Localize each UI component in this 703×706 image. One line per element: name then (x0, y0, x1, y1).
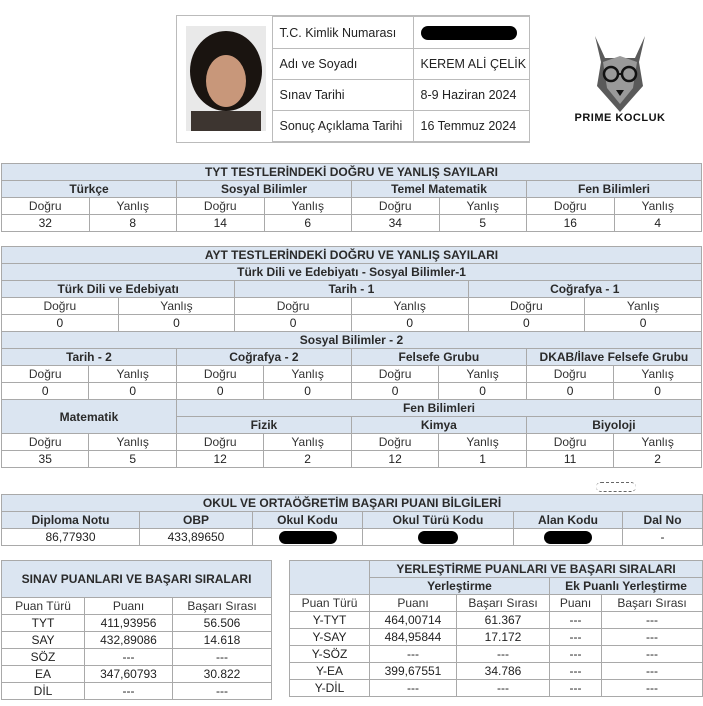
tyt-subject: Fen Bilimleri (527, 181, 702, 198)
col-dogru: Doğru (2, 366, 89, 383)
logo-text: PRIME KOCLUK (574, 112, 666, 124)
basari-sirasi: --- (173, 683, 272, 700)
col-yanlis: Yanlış (264, 434, 351, 451)
ek-basari-sirasi: --- (602, 646, 703, 663)
basari-sirasi: 34.786 (457, 663, 550, 680)
col-dogru: Doğru (352, 198, 440, 215)
obp-header: Diploma Notu (2, 512, 140, 529)
tyt-value: 32 (2, 215, 90, 232)
tyt-table (1, 163, 702, 232)
ayt-subject: Kimya (351, 417, 526, 434)
ayt-value: 0 (2, 383, 89, 400)
sinav-title: SINAV PUANLARI VE BAŞARI SIRALARI (2, 561, 272, 598)
obp-header: Alan Kodu (514, 512, 623, 529)
obp-title: OKUL VE ORTAÖĞRETİM BAŞARI PUANI BİLGİLERİ (2, 495, 703, 512)
ayt-fen-label: Fen Bilimleri (176, 400, 701, 417)
tyt-title: TYT TESTLERİNDEKİ DOĞRU VE YANLIŞ SAYILARI (2, 164, 702, 181)
ayt-subject: Türk Dili ve Edebiyatı (2, 281, 235, 298)
ayt-subject: Coğrafya - 1 (468, 281, 702, 298)
redacted-okul-kodu (279, 531, 337, 544)
ayt-value: 0 (526, 383, 613, 400)
ayt-value: 0 (468, 315, 585, 332)
sinav-table (1, 560, 272, 700)
puan: 347,60793 (85, 666, 173, 683)
col-dogru: Doğru (468, 298, 585, 315)
puan-turu: EA (2, 666, 85, 683)
result-date-label: Sonuç Açıklama Tarihi (272, 111, 413, 142)
ayt-value: 0 (585, 315, 702, 332)
identity-card (176, 15, 530, 143)
ek-basari-sirasi: --- (602, 629, 703, 646)
basari-sirasi: 14.618 (173, 632, 272, 649)
puan-turu: SÖZ (2, 649, 85, 666)
tyt-value: 6 (264, 215, 352, 232)
puan: --- (85, 683, 173, 700)
col-dogru: Doğru (2, 198, 90, 215)
col-dogru: Doğru (176, 434, 263, 451)
id-label: T.C. Kimlik Numarası (272, 17, 413, 49)
exam-date-label: Sınav Tarihi (272, 80, 413, 111)
col-yanlis: Yanlış (264, 366, 351, 383)
sinav-header: Puanı (85, 598, 173, 615)
ayt-group1: Türk Dili ve Edebiyatı - Sosyal Bilimler-1 (2, 264, 702, 281)
sinav-header: Başarı Sırası (173, 598, 272, 615)
puan-turu: Y-DİL (290, 680, 370, 697)
puan-turu: Y-EA (290, 663, 370, 680)
basari-sirasi: 17.172 (457, 629, 550, 646)
exam-date-value: 8-9 Haziran 2024 (413, 80, 529, 111)
ek-puan: --- (550, 680, 602, 697)
col-dogru: Doğru (2, 298, 119, 315)
puan: 399,67551 (370, 663, 457, 680)
basari-sirasi: 30.822 (173, 666, 272, 683)
obp-header: Dal No (623, 512, 703, 529)
puan-turu: Y-SAY (290, 629, 370, 646)
obp-value: 433,89650 (140, 529, 253, 546)
ayt-value: 1 (439, 451, 526, 468)
ek-basari-sirasi: --- (602, 612, 703, 629)
ek-puan: --- (550, 646, 602, 663)
ayt-subject: Tarih - 1 (235, 281, 468, 298)
ayt-value: 0 (2, 315, 119, 332)
col-yanlis: Yanlış (89, 366, 176, 383)
ayt-value: 0 (439, 383, 526, 400)
basari-sirasi: --- (457, 680, 550, 697)
ayt-value: 0 (176, 383, 263, 400)
ayt-value: 0 (351, 315, 468, 332)
ayt-value: 0 (89, 383, 176, 400)
col-dogru: Doğru (176, 366, 263, 383)
ek-puan: --- (550, 663, 602, 680)
ayt-value: 2 (264, 451, 351, 468)
tyt-subject: Sosyal Bilimler (177, 181, 352, 198)
ayt-subject: Biyoloji (526, 417, 701, 434)
ayt-value: 12 (351, 451, 438, 468)
yer-header: Puan Türü (290, 595, 370, 612)
result-date-value: 16 Temmuz 2024 (413, 111, 529, 142)
ek-puan: --- (550, 612, 602, 629)
basari-sirasi: 56.506 (173, 615, 272, 632)
obp-header: Okul Kodu (253, 512, 363, 529)
puan: 411,93956 (85, 615, 173, 632)
ayt-subject: Felsefe Grubu (351, 349, 526, 366)
puan: --- (370, 646, 457, 663)
col-yanlis: Yanlış (614, 366, 702, 383)
puan-turu: SAY (2, 632, 85, 649)
col-yanlis: Yanlış (89, 434, 176, 451)
yerlestirme-table (289, 560, 703, 697)
tyt-value: 8 (89, 215, 177, 232)
yerlestirme-title: YERLEŞTİRME PUANLARI VE BAŞARI SIRALARI (370, 561, 703, 578)
tyt-subject: Temel Matematik (352, 181, 527, 198)
puan-turu: Y-TYT (290, 612, 370, 629)
puan-turu: TYT (2, 615, 85, 632)
ayt-value: 11 (526, 451, 613, 468)
ayt-value: 5 (89, 451, 176, 468)
col-yanlis: Yanlış (585, 298, 702, 315)
ayt-math-label: Matematik (2, 400, 177, 434)
ayt-group2: Sosyal Bilimler - 2 (2, 332, 702, 349)
obp-header: Okul Türü Kodu (363, 512, 514, 529)
col-yanlis: Yanlış (614, 198, 702, 215)
col-dogru: Doğru (526, 434, 613, 451)
yer-header: Puanı (370, 595, 457, 612)
tyt-subject: Türkçe (2, 181, 177, 198)
puan: --- (370, 680, 457, 697)
ek-puan: --- (550, 629, 602, 646)
ayt-value: 0 (264, 383, 351, 400)
yerlestirme-blank (290, 561, 370, 595)
col-yanlis: Yanlış (264, 198, 352, 215)
ek-basari-sirasi: --- (602, 680, 703, 697)
okul-turu-kodu (363, 529, 514, 546)
ayt-subject: Fizik (176, 417, 351, 434)
col-dogru: Doğru (351, 434, 438, 451)
tyt-value: 16 (527, 215, 615, 232)
col-yanlis: Yanlış (614, 434, 702, 451)
diploma-notu: 86,77930 (2, 529, 140, 546)
dal-no: - (623, 529, 703, 546)
ek-basari-sirasi: --- (602, 663, 703, 680)
yer-header: Başarı Sırası (602, 595, 703, 612)
puan: 484,95844 (370, 629, 457, 646)
col-dogru: Doğru (526, 366, 613, 383)
ayt-table (1, 246, 702, 468)
ayt-value: 2 (614, 451, 702, 468)
puan-turu: Y-SÖZ (290, 646, 370, 663)
col-yanlis: Yanlış (89, 198, 177, 215)
basari-sirasi: --- (457, 646, 550, 663)
ayt-value: 0 (118, 315, 235, 332)
tyt-value: 5 (439, 215, 527, 232)
yer-header: Puanı (550, 595, 602, 612)
id-value (413, 17, 529, 49)
name-value: KEREM ALİ ÇELİK (413, 49, 529, 80)
ayt-value: 0 (614, 383, 702, 400)
tyt-value: 14 (177, 215, 265, 232)
dashed-mark (596, 482, 636, 492)
col-yanlis: Yanlış (439, 366, 526, 383)
name-label: Adı ve Soyadı (272, 49, 413, 80)
puan: 464,00714 (370, 612, 457, 629)
okul-kodu (253, 529, 363, 546)
alan-kodu (514, 529, 623, 546)
ayt-title: AYT TESTLERİNDEKİ DOĞRU VE YANLIŞ SAYILARI (2, 247, 702, 264)
ayt-value: 12 (176, 451, 263, 468)
col-yanlis: Yanlış (439, 198, 527, 215)
col-dogru: Doğru (235, 298, 352, 315)
ayt-subject: Tarih - 2 (2, 349, 177, 366)
puan-turu: DİL (2, 683, 85, 700)
ayt-subject: Coğrafya - 2 (176, 349, 351, 366)
puan: 432,89086 (85, 632, 173, 649)
yerlestirme-sub: Yerleştirme (370, 578, 550, 595)
redacted-alan-kodu (544, 531, 592, 544)
ayt-value: 0 (235, 315, 352, 332)
prime-kocluk-logo (573, 28, 667, 134)
col-dogru: Doğru (2, 434, 89, 451)
col-dogru: Doğru (527, 198, 615, 215)
col-yanlis: Yanlış (351, 298, 468, 315)
col-yanlis: Yanlış (439, 434, 526, 451)
sinav-header: Puan Türü (2, 598, 85, 615)
ayt-value: 0 (351, 383, 438, 400)
col-dogru: Doğru (351, 366, 438, 383)
obp-header: OBP (140, 512, 253, 529)
redacted-okul-turu (418, 531, 458, 544)
obp-table (1, 494, 703, 546)
yer-header: Başarı Sırası (457, 595, 550, 612)
col-dogru: Doğru (177, 198, 265, 215)
basari-sirasi: --- (173, 649, 272, 666)
ek-puanli-sub: Ek Puanlı Yerleştirme (550, 578, 703, 595)
tyt-value: 34 (352, 215, 440, 232)
ayt-value: 35 (2, 451, 89, 468)
redacted-id (421, 26, 517, 40)
basari-sirasi: 61.367 (457, 612, 550, 629)
tyt-value: 4 (614, 215, 702, 232)
puan: --- (85, 649, 173, 666)
col-yanlis: Yanlış (118, 298, 235, 315)
ayt-subject: DKAB/İlave Felsefe Grubu (526, 349, 701, 366)
